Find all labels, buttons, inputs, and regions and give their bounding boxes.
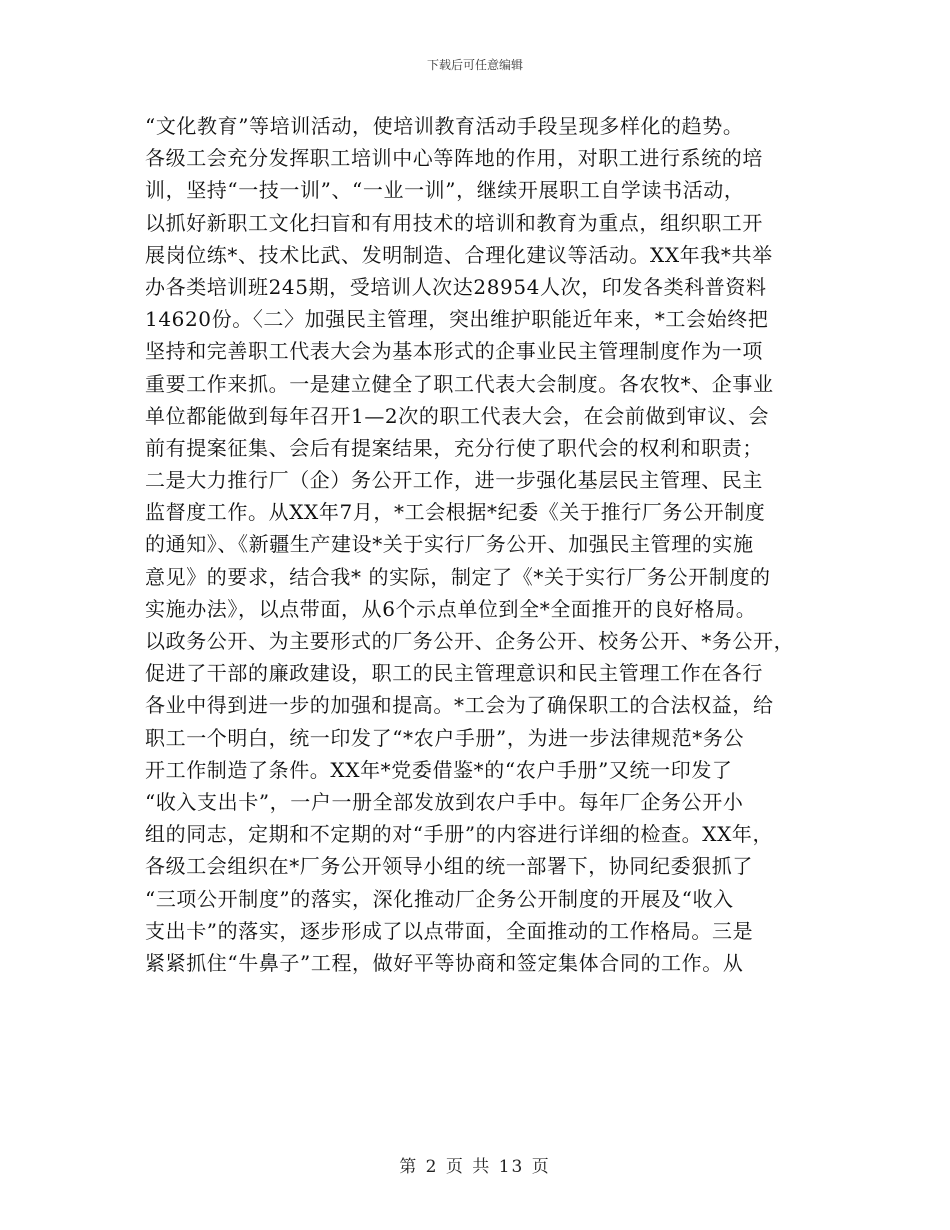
text-line: “三项公开制度”的落实，深化推动厂企务公开制度的开展及“收入 <box>145 886 734 911</box>
text-line: 办各类培训班245期，受培训人次达28954人次，印发各类科普资料 <box>145 274 767 299</box>
text-line: 展岗位练*、技术比武、发明制造、合理化建议等活动。XX年我*共举 <box>145 242 773 267</box>
header-note: 下载后可任意编辑 <box>426 58 523 72</box>
text-line: 实施办法》，以点带面，从6个示点单位到全*全面推开的良好格局。 <box>145 596 757 621</box>
text-line: 坚持和完善职工代表大会为基本形式的企事业民主管理制度作为一项 <box>145 339 763 364</box>
text-line: 以政务公开、为主要形式的厂务公开、企务公开、校务公开、*务公开， <box>145 629 795 653</box>
text-line: 二是大力推行厂（企）务公开工作，进一步强化基层民主管理、民主 <box>145 468 763 493</box>
text-line: “文化教育”等培训活动，使培训教育活动手段呈现多样化的趋势。 <box>145 114 744 138</box>
text-line: 以抓好新职工文化扫盲和有用技术的培训和教育为重点，组织职工开 <box>145 210 763 235</box>
text-line: 重要工作来抓。一是建立健全了职工代表大会制度。各农牧*、企事业 <box>145 371 774 396</box>
text-line: 职工一个明白，统一印发了“*农户手册”，为进一步法律规范*务公 <box>145 725 745 750</box>
text-line: 的通知》、《新疆生产建设*关于实行厂务公开、加强民主管理的实施 <box>145 532 754 557</box>
text-line: 支出卡”的落实，逐步形成了以点带面，全面推动的工作格局。三是 <box>145 918 754 943</box>
text-line: 紧紧抓住“牛鼻子”工程，做好平等协商和签定集体合同的工作。从 <box>145 950 744 975</box>
document-body <box>145 110 825 979</box>
page-number-footer: 第 2 页 共 13 页 <box>399 1157 551 1177</box>
text-line: “收入支出卡”，一户一册全部发放到农户手中。每年厂企务公开小 <box>145 789 744 814</box>
text-line: 各级工会组织在*厂务公开领导小组的统一部署下，协同纪委狠抓了 <box>145 854 753 879</box>
text-line: 意见》的要求，结合我* 的实际，制定了《*关于实行厂务公开制度的 <box>145 564 771 589</box>
text-line: 开工作制造了条件。XX年*党委借鉴*的“农户手册”又统一印发了 <box>145 757 733 782</box>
text-line: 各级工会充分发挥职工培训中心等阵地的作用，对职工进行系统的培 <box>145 146 763 171</box>
text-line: 单位都能做到每年召开1—2次的职工代表大会，在会前做到审议、会 <box>145 403 770 428</box>
text-line: 监督度工作。从XX年7月，*工会根据*纪委《关于推行厂务公开制度 <box>145 500 766 525</box>
text-line: 各业中得到进一步的加强和提高。*工会为了确保职工的合法权益，给 <box>145 693 774 718</box>
text-line: 组的同志，定期和不定期的对“手册”的内容进行详细的检查。XX年， <box>145 822 774 847</box>
text-line: 促进了干部的廉政建设，职工的民主管理意识和民主管理工作在各行 <box>145 661 763 686</box>
text-line: 训，坚持“一技一训”、“一业一训”，继续开展职工自学读书活动， <box>145 178 745 203</box>
text-line: 14620份。〈二〉加强民主管理，突出维护职能近年来，*工会始终把 <box>145 307 769 332</box>
text-line: 前有提案征集、会后有提案结果，充分行使了职代会的权利和职责； <box>145 435 763 460</box>
